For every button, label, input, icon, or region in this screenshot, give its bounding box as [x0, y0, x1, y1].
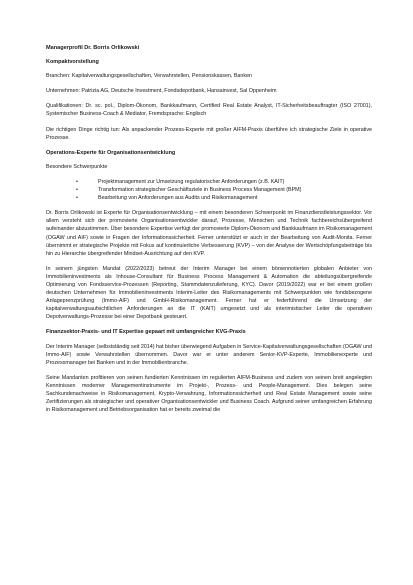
section-heading-operations-experte: Operations-Experte für Organisationsentwicklung	[46, 149, 176, 156]
paragraph-mandanten: Seine Mandanten profitieren von seinen fundierten Kenntnissen im regulierten AIFM-Business und zudem von seinen breit angelegten Kenntnissen moderner Managementinstrumente im Projekt-, Prozess- und People-Management. Dies belegen seine Sachkundenachweise in Risikomanagement, Krypto-Verwahrung, Informationssicherheit und Real Estate Management sowie seine Zertifizierungen als strategischer und operativer Organisationsentwickler und Business Coach. Aufgrund seiner umfangreichen Erfahrung in Risikomanagement und Betriebsorganisation hat er bereits zweimal die	[46, 374, 372, 414]
list-item-text: Transformation strategischer Geschäftsziele in Business Process Management (BPM)	[98, 187, 302, 194]
bullet-icon: •	[76, 195, 78, 202]
section-heading-finanzsektor-praxis: Finanzsektor-Praxis- und IT Expertise gepaart mit umfangreicher KVG-Praxis	[46, 329, 246, 336]
document-page	[46, 44, 372, 421]
paragraph-selbststaendig: Der Interim Manager (selbstständig seit 2014) hat bisher überwiegend Aufgaben in Service-Kapitalverwaltungsgesellschaften (OGAW und Immo-AIF) sowie Verwahrstellen übernommen. Davor war er unter anderem Senior-KVP-Experte, Immobilienexperte und Prozessmanager bei Banken und in der Immobilienbranche.	[46, 343, 372, 366]
list-item-text: Bearbeitung von Anforderungen aus Audits und Risikomanagement	[98, 195, 258, 202]
paragraph-mandat: In seinem jüngsten Mandat (2022/2023) betreut der Interim Manager bei einem börsennotierten globalen Anbieter von Immobilieninvestments als Inhouse-Consultant für Business Process Management & Automation die abteilungsübergreifende Optimierung von Fondsservice-Prozessen (Reporting, Stammdatenzulieferung, KYC). Davor (2019/2022) war er bei einem großen deutschen Unternehmen für Immobilieninvestments Interim-Leiter des Risikomanagements mit Schwerpunkten wie fondsbezogene Anlageprenzprüfung (Immo-AIF) und GmbH-Risikomanagement. Ferner hat er federführend die Umsetzung der kapitalverwaltungsaufsichtlichen Anforderungen an die IT (KAIT) umgesetzt und als interimistischer Leiter die operativen Depotverwaltungs-Prozesse bei einer Depotbank gesteuert.	[46, 265, 372, 321]
bullet-icon: •	[76, 187, 78, 194]
paragraph-motto: Die richtigen Dinge richtig tun: Als anpackender Prozess-Experte mit großer AIFM-Praxis überführe ich strategische Ziele in operative Prozesse.	[46, 126, 372, 141]
paragraph-unternehmen: Unternehmen: Patrizia AG, Deutsche Investment, Fondsdepotbank, Hansainvest, Sal Oppenheim	[46, 88, 277, 95]
section-heading-kompaktvorstellung: Kompaktvorstellung	[46, 59, 99, 66]
schwerpunkte-list	[46, 178, 372, 202]
paragraph-profil: Dr. Borris Orlikowski ist Experte für Organisationsentwicklung – mit einem besonderen Schwerpunkt im Finanzdienstleistungssektor. Vor allem versteht sich der promovierte Organisationsentwickler darauf, Prozesse, Menschen und Technik fachbereichsübergreifend aufeinander abzustimmen. Über besondere Expertise verfügt der promovierte Diplom-Ökonom und Bankkaufmann im Risikomanagement (OGAW und AIF) sowie in Fragen der Informationssicherheit. Ferner unterstützt er auch in der Bearbeitung von Audit-Monita. Ferner übernimmt er strategische Projekte mit Fokus auf kontinuierliche Verbesserung (KVP) – von der Analyse der Wertschöpfungsbeiträge bis hin zu Hierarchie übergreifender Mindset-Ausrichtung auf den KVP.	[46, 210, 372, 257]
paragraph-qualifikationen: Qualifikationen: Dr. sc. pol., Diplom-Ökonom, Bankkaufmann, Certified Real Estate Analyst, IT-Sicherheitsbeauftragter (ISO 27001), Systemischer Business-Coach & Mediator, Fremdsprache: Englisch	[46, 103, 372, 118]
paragraph-branchen: Branchen: Kapitalverwaltungsgesellschaften, Verwahrstellen, Pensionskassen, Banken	[46, 73, 253, 80]
bullet-icon: •	[76, 178, 78, 185]
paragraph-schwerpunkte-intro: Besondere Schwerpunkte	[46, 163, 108, 170]
list-item	[76, 186, 372, 194]
document-title: Managerprofil Dr. Borris Orlikowski	[46, 45, 140, 51]
list-item	[76, 194, 372, 202]
list-item-text: Projektmanagement zur Umsetzung regulatorischer Anforderungen (z.B. KAIT)	[98, 178, 285, 185]
list-item	[76, 178, 372, 186]
